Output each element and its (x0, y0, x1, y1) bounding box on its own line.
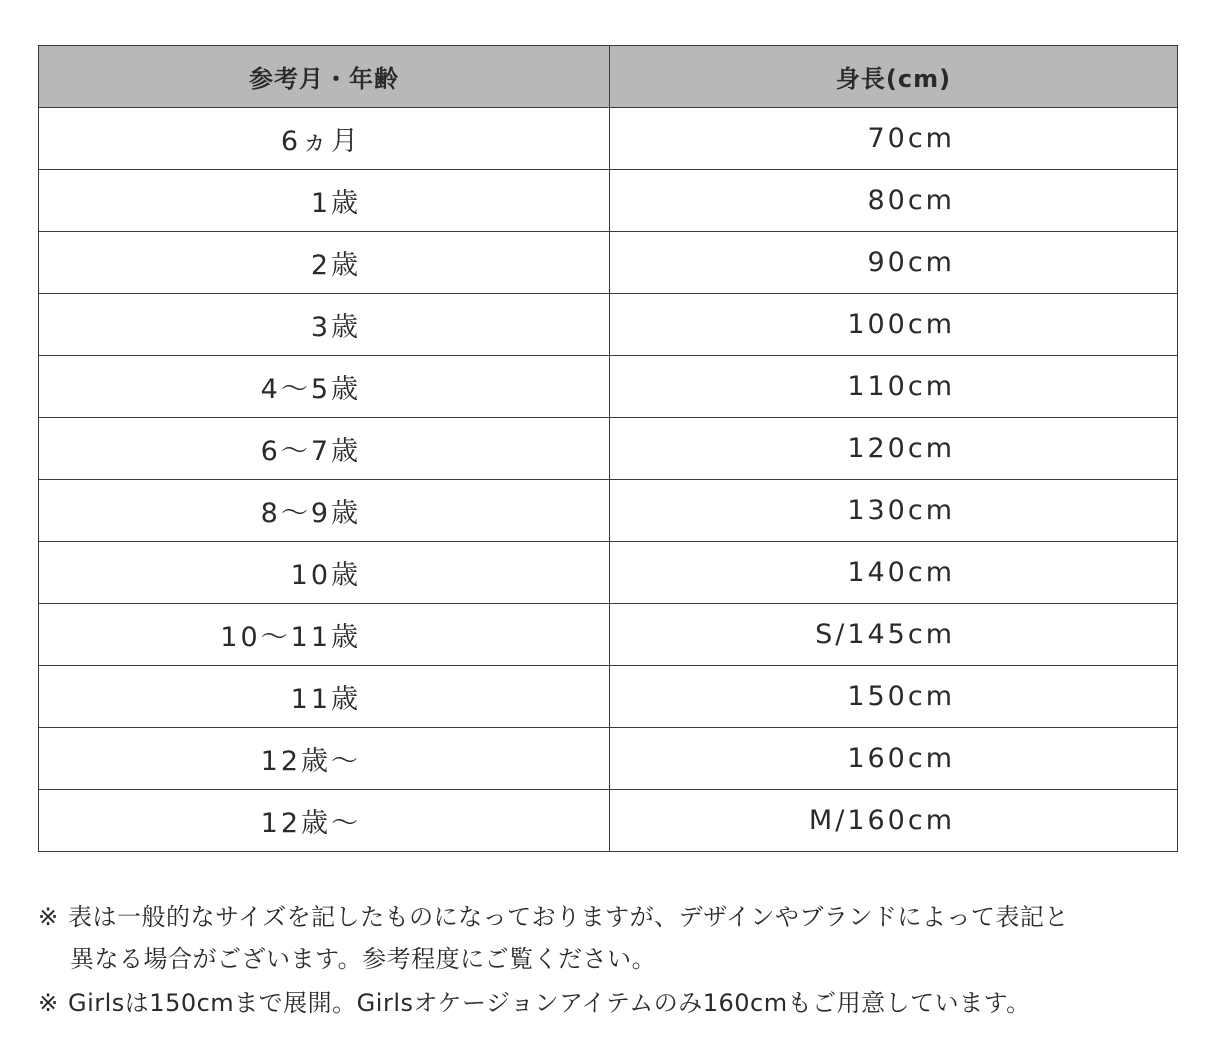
age-cell: 1歳 (39, 170, 610, 232)
table-row (39, 480, 1178, 542)
height-cell: M/160cm (610, 790, 1178, 852)
table-row (39, 542, 1178, 604)
height-cell: 100cm (610, 294, 1178, 356)
note-2-text: Girlsは150cmまで展開。Girlsオケージョンアイテムのみ160cmもご用意しています。 (68, 989, 1031, 1017)
age-cell: 12歳〜 (39, 790, 610, 852)
table-row (39, 108, 1178, 170)
table-header-row (39, 46, 1178, 108)
height-cell: S/145cm (610, 604, 1178, 666)
table-row (39, 604, 1178, 666)
height-cell: 120cm (610, 418, 1178, 480)
age-cell: 3歳 (39, 294, 610, 356)
age-cell: 6ヵ月 (39, 108, 610, 170)
height-cell: 90cm (610, 232, 1178, 294)
age-cell: 10〜11歳 (39, 604, 610, 666)
age-cell: 2歳 (39, 232, 610, 294)
note-mark: ※ (38, 989, 59, 1017)
note-1-line-2: 異なる場合がございます。参考程度にご覧ください。 (70, 945, 657, 973)
table-row (39, 790, 1178, 852)
height-cell: 80cm (610, 170, 1178, 232)
age-cell: 8〜9歳 (39, 480, 610, 542)
note-2 (38, 982, 1188, 1024)
height-cell: 110cm (610, 356, 1178, 418)
age-cell: 11歳 (39, 666, 610, 728)
table-row (39, 356, 1178, 418)
table-row (39, 232, 1178, 294)
note-1 (38, 896, 1188, 980)
size-table (38, 45, 1178, 852)
age-cell: 10歳 (39, 542, 610, 604)
height-cell: 160cm (610, 728, 1178, 790)
age-cell: 4〜5歳 (39, 356, 610, 418)
note-mark: ※ (38, 903, 59, 931)
age-cell: 12歳〜 (39, 728, 610, 790)
table-row (39, 294, 1178, 356)
header-age: 参考月・年齢 (39, 46, 610, 108)
table-row (39, 728, 1178, 790)
height-cell: 140cm (610, 542, 1178, 604)
table-row (39, 666, 1178, 728)
age-cell: 6〜7歳 (39, 418, 610, 480)
table-row (39, 170, 1178, 232)
height-cell: 150cm (610, 666, 1178, 728)
table-row (39, 418, 1178, 480)
height-cell: 70cm (610, 108, 1178, 170)
notes (38, 896, 1188, 1026)
note-1-line-1: 表は一般的なサイズを記したものになっておりますが、デザインやブランドによって表記と (68, 903, 1069, 931)
header-height: 身長(cm) (610, 46, 1178, 108)
height-cell: 130cm (610, 480, 1178, 542)
